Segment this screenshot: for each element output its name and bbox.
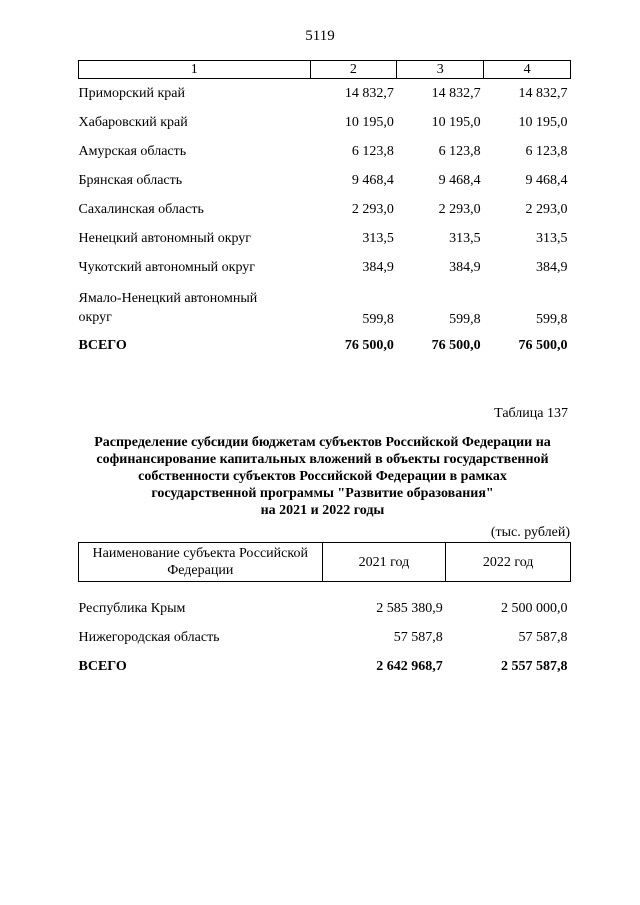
- table-header-row: [79, 543, 571, 582]
- region-name: Сахалинская область: [78, 201, 204, 217]
- table-row: [79, 253, 571, 282]
- total-value: 2 557 587,8: [501, 658, 568, 674]
- total-value: 2 642 968,7: [376, 658, 443, 674]
- value-cell: 2 585 380,9: [376, 600, 443, 616]
- total-row: [79, 333, 571, 359]
- column-number-header-row: [79, 61, 571, 79]
- total-value: 76 500,0: [431, 338, 481, 353]
- table-number-label: Таблица 137: [494, 406, 568, 421]
- value-cell: 384,9: [536, 259, 568, 275]
- region-name: Хабаровский край: [78, 114, 188, 130]
- table-row: [79, 166, 571, 195]
- value-cell: 14 832,7: [431, 85, 481, 101]
- total-row: [79, 652, 571, 681]
- value-cell: 14 832,7: [344, 85, 394, 101]
- table-row: [79, 137, 571, 166]
- value-cell: 6 123,8: [525, 143, 568, 159]
- page-number: 5119: [305, 28, 335, 44]
- value-cell: 14 832,7: [518, 85, 568, 101]
- header-year-2021: 2021 год: [322, 543, 446, 582]
- region-name: Брянская область: [78, 172, 183, 188]
- header-year-2022: 2022 год: [446, 543, 571, 582]
- title-line: собственности субъектов Российской Федерации в рамках: [138, 469, 507, 484]
- region-name: [79, 282, 311, 333]
- total-value: 76 500,0: [344, 338, 394, 353]
- region-name: Приморский край: [78, 85, 185, 101]
- value-cell: 2 293,0: [438, 201, 481, 217]
- table-row: [79, 224, 571, 253]
- region-name-line: округ: [78, 309, 112, 325]
- title-line: государственной программы "Развитие образования": [151, 486, 494, 501]
- table-row: [79, 79, 571, 109]
- value-cell: 313,5: [449, 230, 481, 246]
- region-name-line: Ямало-Ненецкий автономный: [78, 290, 258, 306]
- title-line: на 2021 и 2022 годы: [260, 503, 385, 518]
- value-cell: 599,8: [362, 312, 394, 327]
- value-cell: 313,5: [536, 230, 568, 246]
- value-cell: 2 293,0: [525, 201, 568, 217]
- value-cell: 57 587,8: [393, 629, 443, 645]
- value-cell: 9 468,4: [351, 172, 394, 188]
- value-cell: 9 468,4: [438, 172, 481, 188]
- table-row: [79, 195, 571, 224]
- region-name: Ненецкий автономный округ: [78, 230, 252, 246]
- header-line: Федерации: [167, 563, 234, 578]
- distribution-table-continued: [78, 60, 571, 359]
- table-row: [79, 582, 571, 624]
- column-number-1: 1: [79, 61, 311, 79]
- subsidy-distribution-table: [78, 542, 571, 681]
- value-cell: 57 587,8: [518, 629, 568, 645]
- total-label: ВСЕГО: [78, 338, 127, 353]
- header-line: Наименование субъекта Российской: [92, 546, 308, 561]
- value-cell: 10 195,0: [344, 114, 394, 130]
- region-name: Амурская область: [78, 143, 187, 159]
- value-cell: 2 500 000,0: [501, 600, 568, 616]
- column-number-3: 3: [397, 61, 484, 79]
- table-row: [79, 108, 571, 137]
- header-region-name: [79, 543, 323, 582]
- unit-note: (тыс. рублей): [490, 525, 570, 540]
- value-cell: 599,8: [536, 312, 568, 327]
- region-name: Нижегородская область: [78, 629, 220, 645]
- table-row: [79, 282, 571, 333]
- value-cell: 6 123,8: [351, 143, 394, 159]
- value-cell: 384,9: [449, 259, 481, 275]
- value-cell: 6 123,8: [438, 143, 481, 159]
- table-title: [70, 434, 575, 519]
- value-cell: 2 293,0: [351, 201, 394, 217]
- total-label: ВСЕГО: [78, 658, 127, 674]
- total-value: 76 500,0: [518, 338, 568, 353]
- column-number-2: 2: [310, 61, 397, 79]
- value-cell: 384,9: [362, 259, 394, 275]
- region-name: Чукотский автономный округ: [78, 259, 256, 275]
- value-cell: 10 195,0: [431, 114, 481, 130]
- value-cell: 599,8: [449, 312, 481, 327]
- value-cell: 10 195,0: [518, 114, 568, 130]
- region-name: Республика Крым: [78, 600, 186, 616]
- value-cell: 9 468,4: [525, 172, 568, 188]
- table-row: [79, 623, 571, 652]
- title-line: Распределение субсидии бюджетам субъектов Российской Федерации на: [94, 435, 551, 450]
- title-line: софинансирование капитальных вложений в объекты государственной: [96, 452, 549, 467]
- column-number-4: 4: [484, 61, 571, 79]
- value-cell: 313,5: [362, 230, 394, 246]
